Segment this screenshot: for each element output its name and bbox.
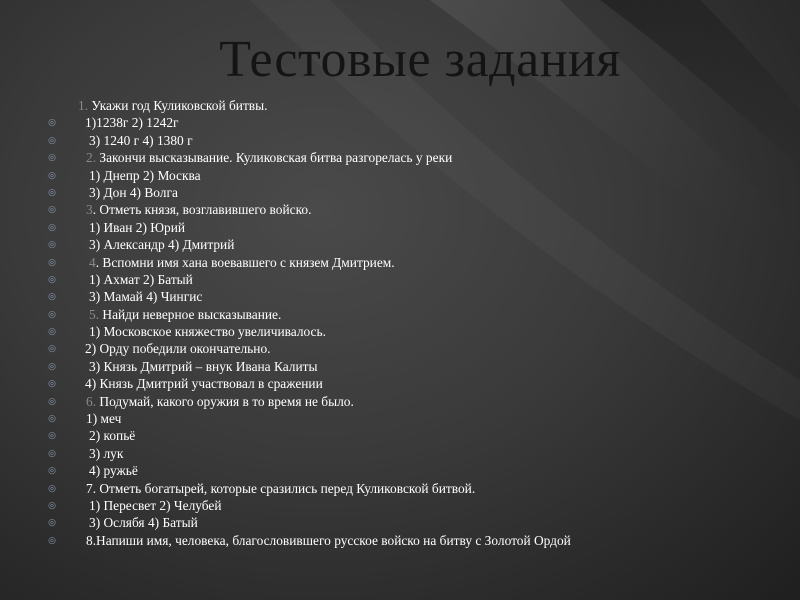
line-content: . Вспомни имя хана воевавшего с князем Дмитрием. bbox=[95, 254, 395, 270]
bullet-icon: ◎ bbox=[48, 378, 56, 389]
list-item bbox=[48, 323, 788, 340]
line-text bbox=[85, 340, 271, 357]
line-content: 1) Днепр 2) Москва bbox=[89, 167, 201, 183]
line-text bbox=[89, 236, 234, 253]
list-item bbox=[48, 532, 788, 549]
bullet-icon: ◎ bbox=[48, 430, 56, 441]
bullet-icon: ◎ bbox=[48, 308, 56, 319]
list-item bbox=[48, 149, 788, 166]
line-content: Подумай, какого оружия в то время не было. bbox=[96, 393, 354, 409]
list-item bbox=[48, 201, 788, 218]
line-text bbox=[89, 184, 178, 201]
line-content: 2) копьё bbox=[89, 428, 136, 444]
line-content: 1) Ахмат 2) Батый bbox=[89, 271, 193, 287]
line-text bbox=[85, 114, 179, 131]
line-content: 4) ружьё bbox=[89, 463, 138, 479]
line-text bbox=[89, 167, 201, 184]
bullet-icon: ◎ bbox=[48, 326, 56, 337]
bullet-icon: ◎ bbox=[48, 395, 56, 406]
list-item bbox=[48, 167, 788, 184]
list-item bbox=[48, 410, 788, 427]
line-text bbox=[86, 410, 121, 427]
line-text bbox=[89, 132, 193, 149]
bullet-icon: ◎ bbox=[48, 482, 56, 493]
line-text bbox=[86, 393, 354, 410]
line-content: Закончи высказывание. Куликовская битва разгорелась у реки bbox=[96, 150, 453, 166]
list-item bbox=[48, 97, 788, 114]
question-number: 4 bbox=[89, 254, 96, 270]
bullet-icon: ◎ bbox=[48, 360, 56, 371]
line-content: 3) Князь Дмитрий – внук Ивана Калиты bbox=[89, 358, 318, 374]
line-content: 2) Орду победили окончательно. bbox=[85, 341, 271, 357]
line-text bbox=[89, 445, 123, 462]
line-content: 1) Иван 2) Юрий bbox=[89, 219, 186, 235]
bullet-icon: ◎ bbox=[48, 186, 56, 197]
list-item bbox=[48, 462, 788, 479]
line-text bbox=[89, 514, 198, 531]
list-item bbox=[48, 114, 788, 131]
line-text bbox=[86, 201, 311, 218]
list-item bbox=[48, 132, 788, 149]
bullet-icon: ◎ bbox=[48, 152, 56, 163]
list-item bbox=[48, 184, 788, 201]
question-number: 1. bbox=[78, 98, 89, 113]
list-item bbox=[48, 480, 788, 497]
line-content: 4) Князь Дмитрий участвовал в сражении bbox=[85, 376, 323, 392]
line-text bbox=[89, 271, 193, 288]
list-item bbox=[48, 271, 788, 288]
line-text bbox=[89, 254, 395, 271]
line-text bbox=[89, 306, 281, 323]
bullet-icon: ◎ bbox=[48, 413, 56, 424]
slide-title: Тестовые задания bbox=[219, 31, 621, 88]
line-text bbox=[89, 462, 138, 479]
bullet-icon: ◎ bbox=[48, 169, 56, 180]
bullet-icon: ◎ bbox=[48, 465, 56, 476]
bullet-icon: ◎ bbox=[48, 256, 56, 267]
list-item bbox=[48, 219, 788, 236]
line-text bbox=[89, 288, 202, 305]
bullet-icon: ◎ bbox=[48, 343, 56, 354]
line-content: 3) Ослябя 4) Батый bbox=[89, 515, 198, 531]
list-item bbox=[48, 497, 788, 514]
line-content: 3) 1240 г 4) 1380 г bbox=[89, 132, 193, 148]
line-content: 3) Александр 4) Дмитрий bbox=[89, 237, 235, 253]
line-content: Найди неверное высказывание. bbox=[99, 306, 282, 322]
list-item bbox=[48, 445, 788, 462]
list-item bbox=[48, 427, 788, 444]
line-content: 1) Московское княжество увеличивалось. bbox=[89, 324, 326, 340]
line-content: 3) Дон 4) Волга bbox=[89, 184, 178, 200]
line-content: . Отметь князя, возглавившего войско. bbox=[92, 202, 312, 218]
bullet-icon: ◎ bbox=[48, 221, 56, 232]
list-item bbox=[48, 393, 788, 410]
line-text bbox=[89, 497, 222, 514]
list-item bbox=[48, 254, 788, 271]
line-text bbox=[89, 358, 317, 375]
list-item bbox=[48, 288, 788, 305]
line-text bbox=[86, 149, 452, 166]
list-item bbox=[48, 375, 788, 392]
line-text bbox=[86, 532, 571, 549]
line-content: 1)1238г 2) 1242г bbox=[85, 115, 179, 131]
line-content: 1) меч bbox=[86, 411, 122, 427]
line-content: Укажи год Куликовской битвы. bbox=[88, 98, 268, 113]
list-item bbox=[48, 306, 788, 323]
list-item bbox=[48, 236, 788, 253]
line-text bbox=[89, 323, 326, 340]
bullet-icon: ◎ bbox=[48, 517, 56, 528]
line-content: 3) лук bbox=[89, 445, 124, 461]
list-item bbox=[48, 358, 788, 375]
bullet-icon: ◎ bbox=[48, 273, 56, 284]
line-content: 7. Отметь богатырей, которые сразились перед Куликовской битвой. bbox=[86, 480, 476, 496]
bullet-icon: ◎ bbox=[48, 117, 56, 128]
line-content: 1) Пересвет 2) Челубей bbox=[89, 497, 222, 513]
line-content: 8.Напиши имя, человека, благословившего русское войско на битву с Золотой Ордой bbox=[86, 532, 571, 548]
line-text bbox=[89, 427, 135, 444]
question-number: 5. bbox=[89, 306, 100, 322]
bullet-icon: ◎ bbox=[48, 291, 56, 302]
question-number: 3 bbox=[86, 202, 93, 218]
line-content: 3) Мамай 4) Чингис bbox=[89, 289, 203, 305]
line-text bbox=[78, 97, 267, 114]
line-text bbox=[86, 480, 475, 497]
bullet-icon: ◎ bbox=[48, 204, 56, 215]
question-number: 2. bbox=[86, 150, 97, 166]
list-item bbox=[48, 514, 788, 531]
bullet-icon: ◎ bbox=[48, 534, 56, 545]
list-item bbox=[48, 340, 788, 357]
bullet-icon: ◎ bbox=[48, 134, 56, 145]
bullet-icon: ◎ bbox=[48, 239, 56, 250]
line-text bbox=[89, 219, 185, 236]
line-text bbox=[85, 375, 323, 392]
bullet-icon: ◎ bbox=[48, 447, 56, 458]
question-list bbox=[48, 97, 788, 549]
question-number: 6. bbox=[86, 393, 97, 409]
bullet-icon: ◎ bbox=[48, 499, 56, 510]
